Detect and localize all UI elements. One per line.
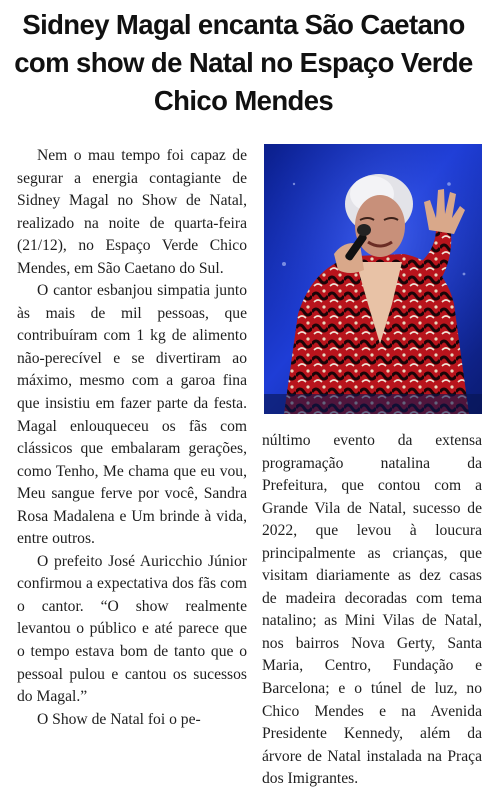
article-paragraph: O prefeito José Auricchio Júnior confirmou a expectativa dos fãs com o cantor. “O show realmente levantou o público e até parece que o tempo estava bom de tanto que o pessoal pulou e cantou os sucessos do Magal.” bbox=[17, 552, 247, 706]
article-paragraph-continuation: núltimo evento da extensa programação natalina da Prefeitura, que contou com a Grande Vila de Natal, sucesso de 2022, que levou à loucura principalmente as crianças, que visitam diariamente as dez casas de madeira decoradas com tema natalino; as Mini Vilas de Natal, nos bairros Nova Gerty, Santa Maria, Centro, Fundação e Barcelona; e o túnel de luz, no Chico Mendes e na Avenida Presidente Kennedy, além da árvore de Natal instalada na Praça dos Imigrantes. bbox=[262, 432, 482, 788]
singer-photo bbox=[264, 144, 482, 414]
article-paragraph: O Show de Natal foi o pe- bbox=[37, 710, 201, 728]
article-paragraph: O cantor esbanjou simpatia junto às mais de mil pessoas, que contribuíram com 1 kg de alimento não-perecível e se divertiram ao máximo, mesmo com a garoa fina que insistiu em fazer parte da festa. Magal enlouqueceu os fãs com clássicos que embalaram gerações, como Tenho, Me chama que eu vou, Meu sangue ferve por você, Sandra Rosa Madalena e Um brinde à vida, entre outros. bbox=[17, 282, 247, 548]
article-column-right bbox=[262, 430, 482, 791]
article-paragraph: Nem o mau tempo foi capaz de segurar a energia contagiante de Sidney Magal no Show de Natal, realizado na noite de quarta-feira (21/12), no Espaço Verde Chico Mendes, em São Caetano do Sul. bbox=[17, 147, 247, 277]
article-column-left bbox=[17, 145, 247, 731]
article-headline: Sidney Magal encanta São Caetano com show de Natal no Espaço Verde Chico Mendes bbox=[14, 9, 473, 116]
